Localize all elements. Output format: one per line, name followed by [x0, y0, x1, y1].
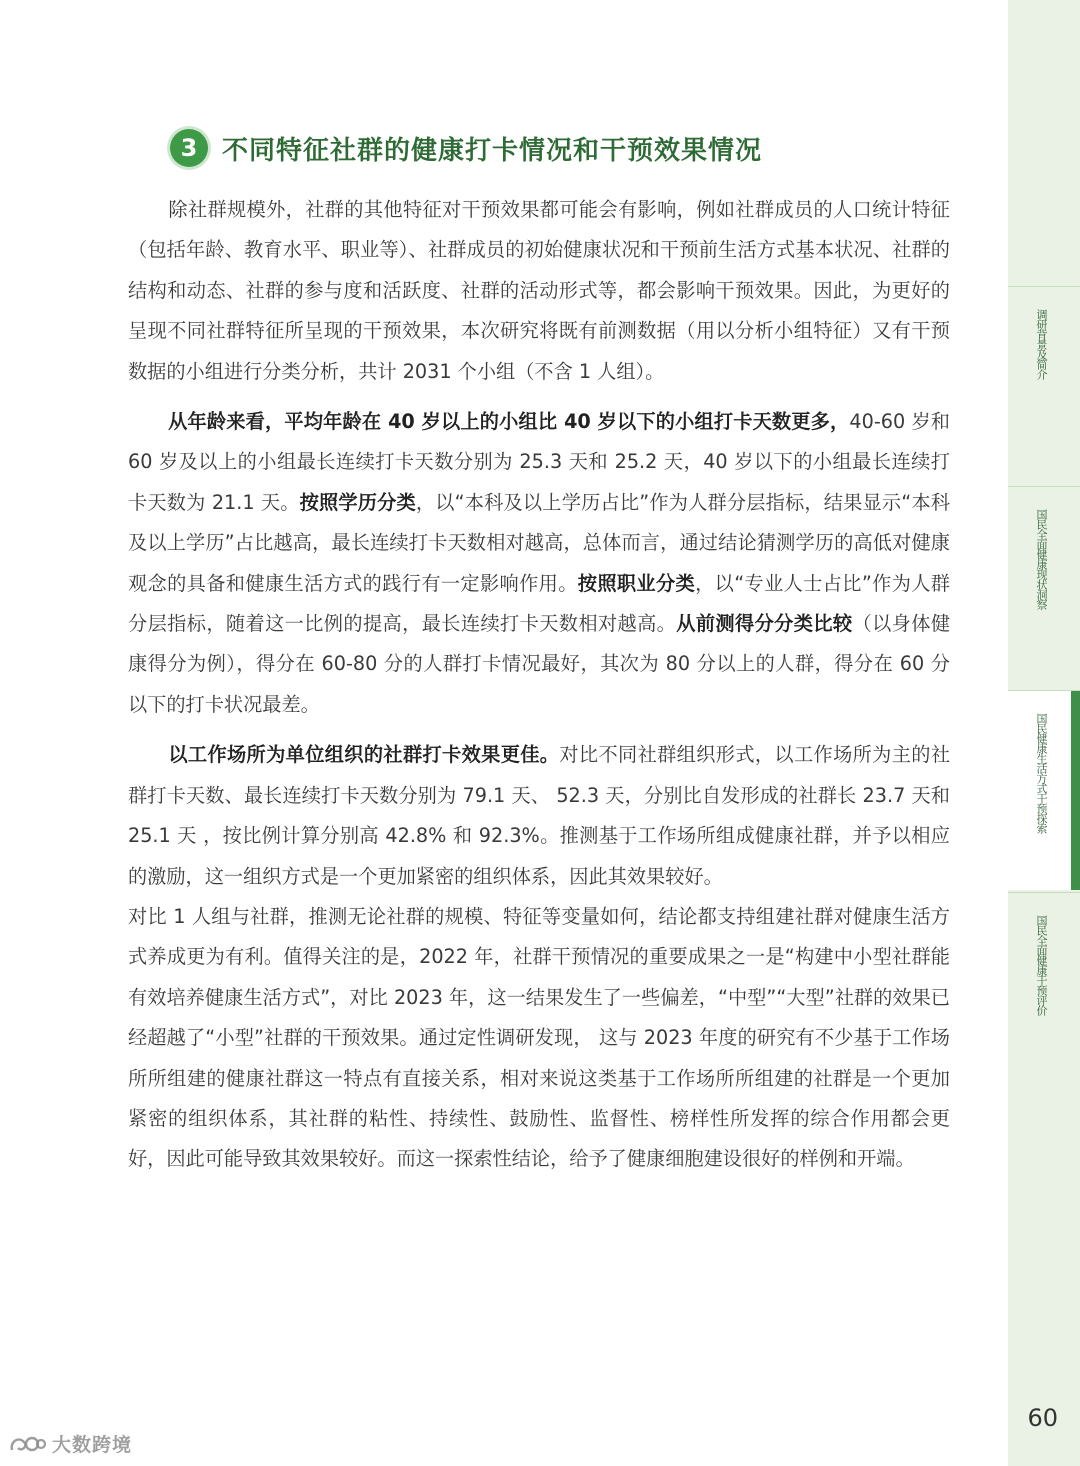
paragraph-text: （以身体健康得分为例），得分在 60-80 分的人群打卡情况最好，其次为 80 分以上的人群，得分在 60 分以下的打卡状况最差。 [128, 612, 951, 716]
paragraph-text: ，以“本科及以上学历占比”作为人群分层指标，结果显示“本科及以上学历”占比越高，最长连续打卡天数相对越高，总体而言，通过结论猜测学历的高低对健康观念的具备和健康生活方式的践行有一定影响作用。 [128, 490, 951, 595]
page-number: 60 [1027, 1404, 1058, 1432]
paragraph-workplace [128, 735, 950, 897]
tab-label: 国民全面健康干预评价 [1035, 915, 1048, 1015]
sidebar [1008, 0, 1080, 1466]
tab-label: 调研背景及简介 [1035, 309, 1048, 379]
tab-research-background[interactable] [1008, 286, 1080, 486]
article-body [128, 190, 950, 1180]
tab-lifestyle-intervention[interactable] [1008, 690, 1080, 890]
logo-icon [8, 1432, 46, 1456]
tab-label: 国民全面健康现状洞察 [1035, 509, 1048, 609]
paragraph-text: 对比不同社群组织形式，以工作场所为主的社群打卡天数、最长连续打卡天数分别为 79.1 天、 52.3 天，分别比自发形成的社群长 23.7 天和 25.1 天 ，按比例计算分别高 42.8% 和 92.3%。推测基于工作场所组成健康社群，并予以相应的激励，这一组织方式是一个更加紧密的组织体系，因此其效果较好。 [128, 743, 951, 888]
bold-lead: 从前测得分分类比较 [676, 612, 853, 636]
paragraph-text: ，以“专业人士占比”作为人群分层指标，随着这一比例的提高，最长连续打卡天数相对越高。 [128, 571, 950, 636]
watermark-text: 大数跨境 [52, 1434, 133, 1456]
bold-lead: 按照学历分类 [299, 490, 416, 514]
paragraph-text: 40-60 岁和 60 岁及以上的小组最长连续打卡天数分别为 25.3 天和 25.2 天，40 岁以下的小组最长连续打卡天数为 21.1 天。 [128, 410, 950, 514]
section-heading [170, 126, 762, 170]
paragraph-intro [128, 190, 950, 392]
tab-label: 国民健康生活方式干预探索 [1035, 713, 1048, 833]
tab-intervention-evaluation[interactable] [1008, 892, 1080, 1092]
paragraph-age-education [128, 402, 950, 725]
watermark [8, 1430, 132, 1457]
bold-lead: 以工作场所为单位组织的社群打卡效果更佳。 [168, 743, 560, 767]
tab-health-status-insight[interactable] [1008, 486, 1080, 686]
section-number-badge: 3 [170, 129, 208, 167]
paragraph-text: 除社群规模外，社群的其他特征对干预效果都可能会有影响，例如社群成员的人口统计特征（包括年龄、教育水平、职业等）、社群成员的初始健康状况和干预前生活方式基本状况、社群的结构和动态、社群的参与度和活跃度、社群的活动形式等，都会影响干预效果。因此，为更好的呈现不同社群特征所呈现的干预效果，本次研究将既有前测数据（用以分析小组特征）又有干预数据的小组进行分类分析，共计 2031 个小组（不含 1 人组）。 [128, 198, 950, 383]
paragraph-comparison [128, 897, 950, 1180]
paragraph-text: 对比 1 人组与社群，推测无论社群的规模、特征等变量如何，结论都支持组建社群对健康生活方式养成更为有利。值得关注的是，2022 年，社群干预情况的重要成果之一是“构建中小型社群能有效培养健康生活方式”，对比 2023 年，这一结果发生了一些偏差，“中型”“大型”社群的效果已经超越了“小型”社群的干预效果。通过定性调研发现， 这与 2023 年度的研究有不少基于工作场所所组建的健康社群这一特点有直接关系，相对来说这类基于工作场所所组建的社群是一个更加紧密的组织体系，其社群的粘性、持续性、鼓励性、监督性、榜样性所发挥的综合作用都会更好，因此可能导致其效果较好。而这一探索性结论，给予了健康细胞建设很好的样例和开端。 [128, 904, 950, 1171]
bold-lead: 从年龄来看，平均年龄在 40 岁以上的小组比 40 岁以下的小组打卡天数更多， [168, 410, 850, 434]
section-title: 不同特征社群的健康打卡情况和干预效果情况 [222, 135, 763, 166]
bold-lead: 按照职业分类 [577, 571, 696, 595]
